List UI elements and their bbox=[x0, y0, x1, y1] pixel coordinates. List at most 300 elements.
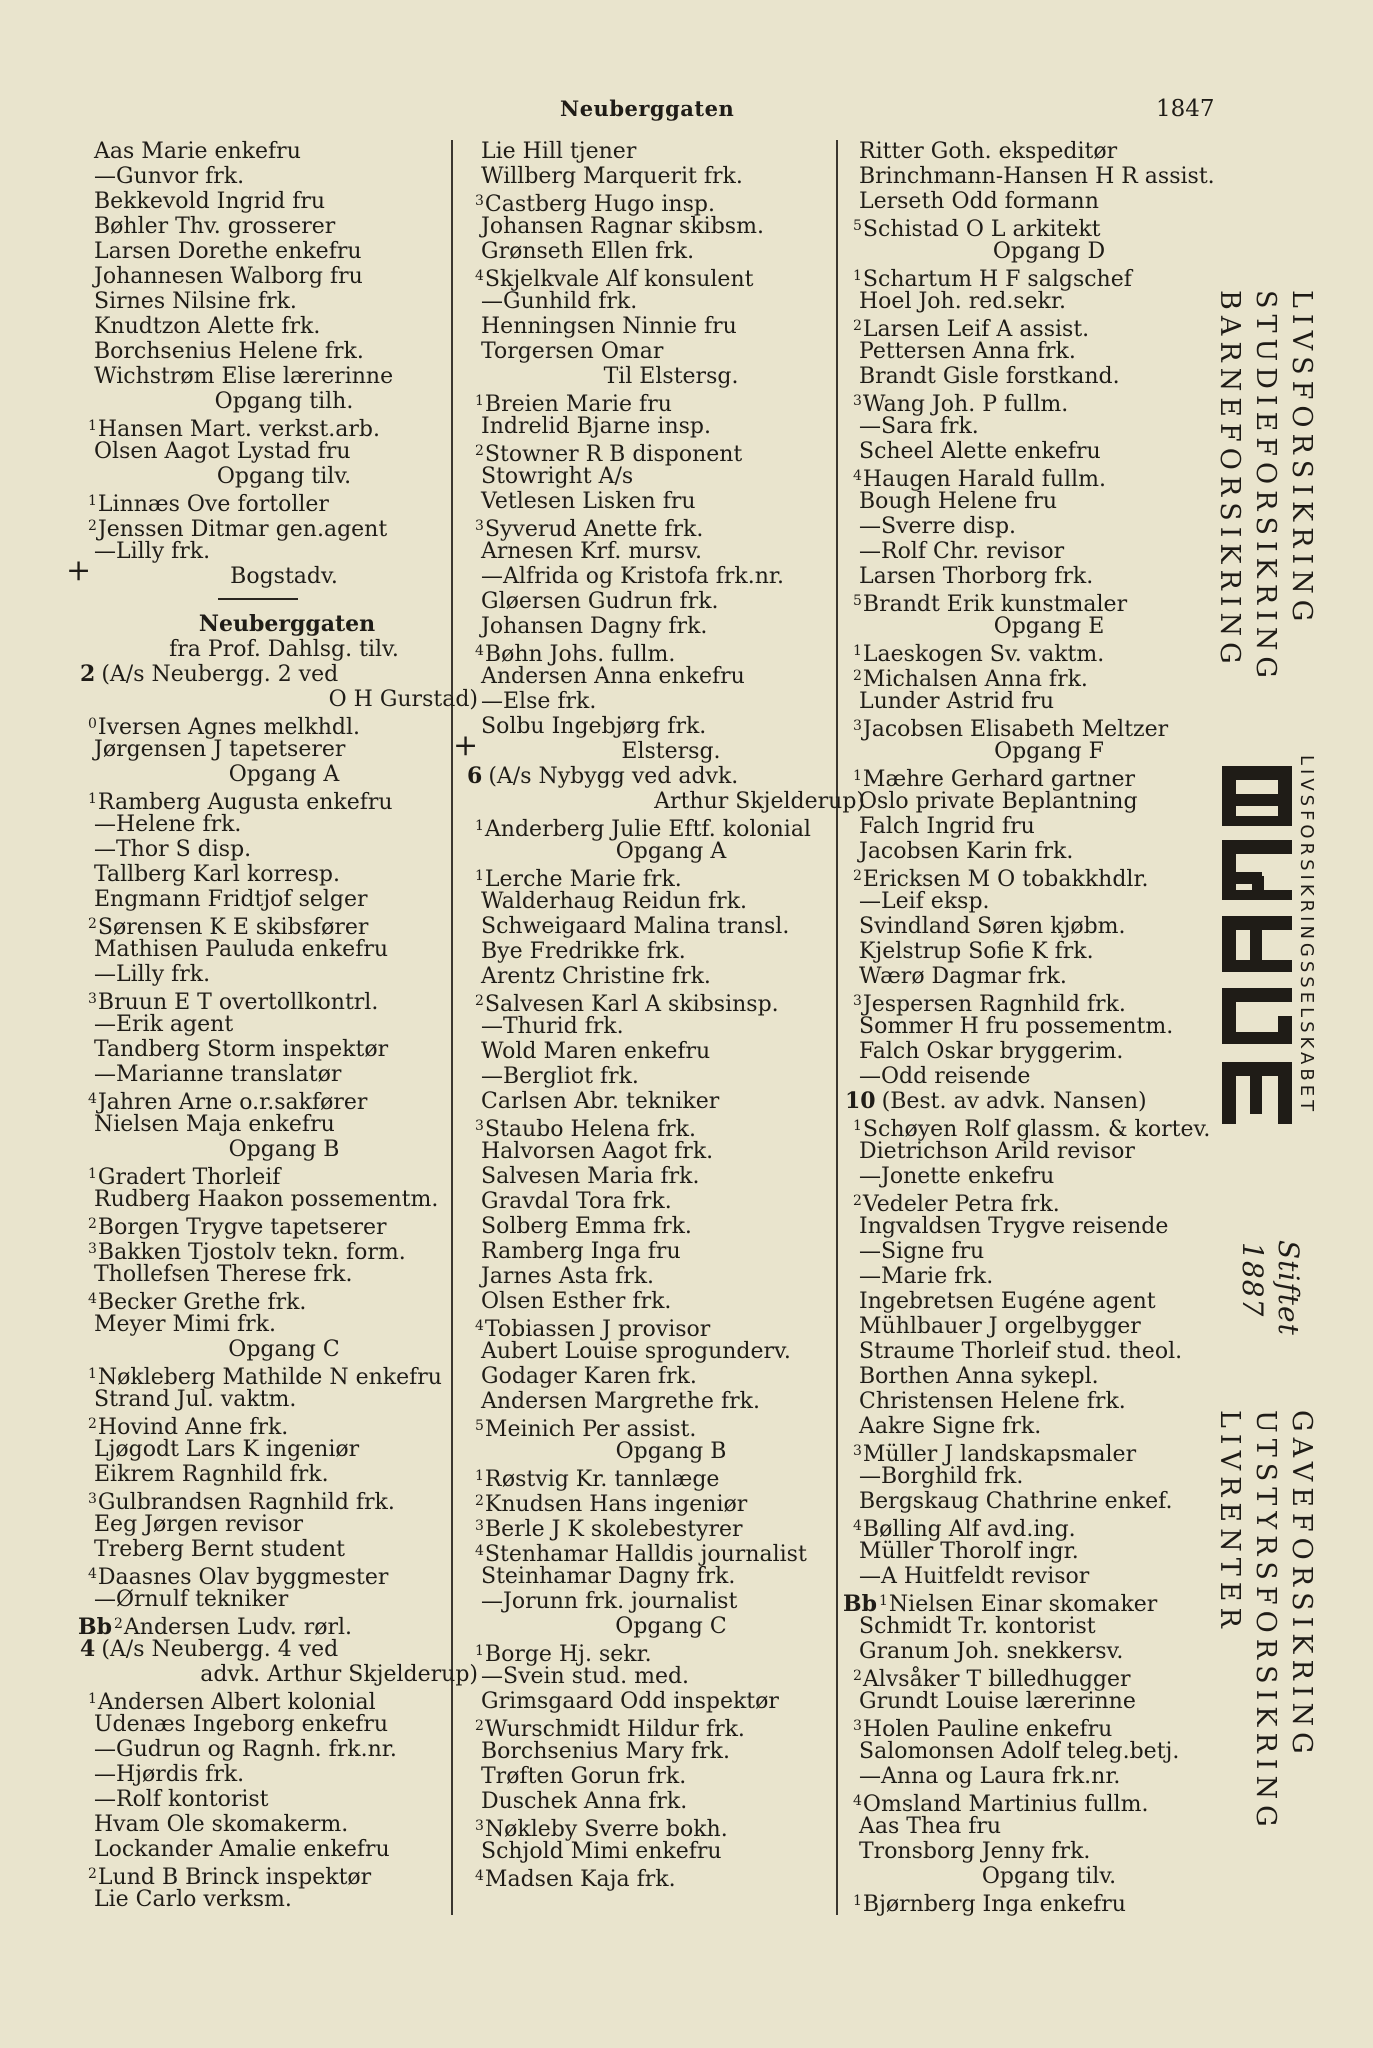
entry-text: Grundt Louise lærerinne bbox=[859, 1689, 1136, 1714]
entry-text: Lund B Brinck inspektør bbox=[97, 1865, 372, 1890]
listing-entry bbox=[465, 1339, 865, 1364]
floor-number: 4 bbox=[88, 1566, 97, 1582]
floor-number: 4 bbox=[475, 1543, 484, 1559]
listing-entry bbox=[843, 1789, 1243, 1817]
owner-line bbox=[78, 687, 478, 712]
entry-text: Scheel Alette enkefru bbox=[859, 439, 1101, 464]
floor-number: 1 bbox=[853, 643, 862, 659]
floor-number: 2 bbox=[475, 1493, 484, 1509]
listing-entry bbox=[843, 639, 1243, 667]
listing-entry bbox=[465, 1789, 865, 1814]
listing-entry bbox=[465, 1464, 865, 1492]
listing-entry bbox=[465, 239, 865, 264]
listing-entry bbox=[78, 887, 478, 912]
ad-line: LIVSFORSIKRING bbox=[1286, 290, 1317, 628]
floor-number: 4 bbox=[475, 268, 484, 284]
entry-text: Aubert Louise sprogunderv. bbox=[481, 1339, 791, 1364]
listing-entry bbox=[78, 1312, 478, 1337]
floor-number: 2 bbox=[88, 518, 97, 534]
floor-number: 4 bbox=[853, 1793, 862, 1809]
column-3 bbox=[843, 139, 1243, 1917]
listing-entry bbox=[843, 364, 1243, 389]
listing-entry bbox=[465, 714, 865, 739]
listing-entry bbox=[78, 1537, 478, 1562]
house-number: 10 bbox=[845, 1088, 876, 1114]
listing-entry bbox=[465, 314, 865, 339]
listing-entry bbox=[843, 889, 1243, 914]
listing-entry bbox=[78, 1887, 478, 1912]
entry-text: advk. Arthur Skjelderup) bbox=[200, 1662, 478, 1687]
entry-text: Borchsenius Mary frk. bbox=[481, 1739, 730, 1764]
listing-entry bbox=[465, 1089, 865, 1114]
floor-number: 2 bbox=[853, 668, 862, 684]
building-prefix: Bb bbox=[78, 1614, 112, 1640]
entry-text: Jenssen Ditmar gen.agent bbox=[97, 517, 388, 542]
listing-entry bbox=[843, 989, 1243, 1017]
listing-entry bbox=[843, 1514, 1243, 1542]
entry-text: fra Prof. Dahlsg. tilv. bbox=[169, 637, 399, 662]
entry-text: —Thurid frk. bbox=[481, 1014, 624, 1039]
listing-entry bbox=[465, 639, 865, 667]
listing-entry bbox=[78, 1562, 478, 1590]
entry-text: Falch Oskar bryggerim. bbox=[859, 1039, 1124, 1064]
floor-number: 1 bbox=[88, 418, 97, 434]
entry-text: —Odd reisende bbox=[859, 1064, 1031, 1089]
entry-text: —Jorunn frk. journalist bbox=[481, 1589, 738, 1614]
entry-text: Madsen Kaja frk. bbox=[484, 1867, 676, 1892]
entry-text: Larsen Dorethe enkefru bbox=[94, 239, 362, 264]
stair-heading bbox=[78, 389, 478, 414]
listing-entry bbox=[843, 1264, 1243, 1289]
entry-text: Schweigaard Malina transl. bbox=[481, 914, 790, 939]
listing-entry bbox=[465, 1414, 865, 1442]
listing-entry bbox=[843, 789, 1243, 814]
floor-number: 1 bbox=[475, 1643, 484, 1659]
listing-entry bbox=[843, 539, 1243, 564]
entry-text: Opgang B bbox=[228, 1137, 340, 1162]
listing-entry bbox=[78, 339, 478, 364]
listing-entry bbox=[465, 1514, 865, 1542]
entry-text: Johannesen Walborg fru bbox=[94, 264, 363, 289]
entry-text: Hvam Ole skomakerm. bbox=[94, 1812, 349, 1837]
entry-text: Sommer H fru possementm. bbox=[859, 1014, 1174, 1039]
entry-text: Bjørnberg Inga enkefru bbox=[862, 1892, 1126, 1917]
listing-entry bbox=[843, 1114, 1243, 1142]
listing-entry bbox=[78, 1862, 478, 1890]
floor-number: 1 bbox=[475, 818, 484, 834]
entry-text: Torgersen Omar bbox=[481, 339, 664, 364]
floor-number: 3 bbox=[88, 1241, 97, 1257]
entry-text: Larsen Thorborg frk. bbox=[859, 564, 1094, 589]
entry-text: Engmann Fridtjof selger bbox=[94, 887, 368, 912]
entry-text: Kjelstrup Sofie K frk. bbox=[859, 939, 1094, 964]
stair-heading bbox=[78, 1137, 478, 1162]
entry-text: Sørensen K E skibsfører bbox=[97, 915, 369, 940]
floor-number: 1 bbox=[88, 1691, 97, 1707]
listing-entry bbox=[465, 1014, 865, 1039]
listing-entry bbox=[843, 514, 1243, 539]
listing-entry bbox=[465, 1739, 865, 1764]
listing-entry bbox=[465, 1164, 865, 1189]
entry-text: Duschek Anna frk. bbox=[481, 1789, 688, 1814]
floor-number: 2 bbox=[853, 1668, 862, 1684]
entry-text: Bekkevold Ingrid fru bbox=[94, 189, 326, 214]
listing-entry bbox=[78, 1062, 478, 1087]
entry-text: Berle J K skolebestyrer bbox=[484, 1517, 743, 1542]
listing-entry bbox=[465, 1839, 865, 1864]
stair-heading bbox=[843, 239, 1243, 264]
entry-text: Schjold Mimi enkefru bbox=[481, 1839, 722, 1864]
entry-text: Indrelid Bjarne insp. bbox=[481, 414, 712, 439]
cross-street bbox=[66, 553, 478, 589]
listing-entry bbox=[843, 1189, 1243, 1217]
entry-text: Andersen Anna enkefru bbox=[481, 664, 745, 689]
floor-number: 5 bbox=[853, 218, 862, 234]
listing-entry bbox=[843, 489, 1243, 514]
entry-text: Knudtzon Alette frk. bbox=[94, 314, 321, 339]
floor-number: 1 bbox=[853, 1118, 862, 1134]
listing-entry bbox=[465, 1589, 865, 1614]
entry-text: Linnæs Ove fortoller bbox=[97, 492, 329, 517]
entry-text: Ingebretsen Eugéne agent bbox=[859, 1289, 1156, 1314]
listing-entry bbox=[78, 239, 478, 264]
entry-text: Christensen Helene frk. bbox=[859, 1389, 1126, 1414]
floor-number: 3 bbox=[88, 1491, 97, 1507]
house-number-line bbox=[78, 1637, 478, 1662]
entry-text: Borchsenius Helene frk. bbox=[94, 339, 364, 364]
entry-text: Oslo private Beplantning bbox=[859, 789, 1138, 814]
entry-text: Ramberg Inga fru bbox=[481, 1239, 681, 1264]
entry-text: Elstersg. bbox=[621, 739, 721, 764]
entry-text: —A Huitfeldt revisor bbox=[859, 1564, 1090, 1589]
listing-entry bbox=[843, 1564, 1243, 1589]
listing-entry bbox=[465, 564, 865, 589]
listing-entry bbox=[78, 1162, 478, 1190]
listing-entry bbox=[843, 389, 1243, 417]
entry-text: Daasnes Olav byggmester bbox=[97, 1565, 389, 1590]
listing-entry bbox=[465, 1714, 865, 1742]
house-number: 2 bbox=[80, 661, 96, 687]
listing-entry bbox=[843, 1064, 1243, 1089]
entry-text: Hoel Joh. red.sekr. bbox=[859, 289, 1067, 314]
entry-text: Aas Marie enkefru bbox=[94, 139, 301, 164]
entry-text: Svindland Søren kjøbm. bbox=[859, 914, 1126, 939]
listing-entry bbox=[465, 514, 865, 542]
listing-entry bbox=[843, 689, 1243, 714]
entry-text: Steinhamar Dagny frk. bbox=[481, 1564, 736, 1589]
listing-entry bbox=[843, 1039, 1243, 1064]
listing-entry bbox=[465, 1039, 865, 1064]
listing-entry bbox=[78, 812, 478, 837]
entry-text: Knudsen Hans ingeniør bbox=[484, 1492, 748, 1517]
listing-entry bbox=[78, 1462, 478, 1487]
house-number-line bbox=[843, 1089, 1243, 1114]
listing-entry bbox=[465, 614, 865, 639]
listing-entry bbox=[78, 414, 478, 442]
entry-text: Solbu Ingebjørg frk. bbox=[481, 714, 707, 739]
ad-line: BARNEFORSIKRING bbox=[1214, 290, 1245, 670]
entry-text: Nielsen Maja enkefru bbox=[94, 1112, 335, 1137]
listing-entry bbox=[465, 939, 865, 964]
listing-entry bbox=[843, 1539, 1243, 1564]
entry-text: Stowner R B disponent bbox=[484, 442, 743, 467]
building-prefix: Bb bbox=[843, 1591, 877, 1617]
entry-text: —Svein stud. med. bbox=[481, 1664, 690, 1689]
entry-text: Bogstadv. bbox=[230, 564, 338, 589]
listing-entry bbox=[843, 1164, 1243, 1189]
entry-text: (Best. av advk. Nansen) bbox=[881, 1089, 1147, 1114]
listing-entry bbox=[843, 1639, 1243, 1664]
listing-entry bbox=[843, 214, 1243, 242]
listing-entry bbox=[78, 862, 478, 887]
listing-entry bbox=[843, 1339, 1243, 1364]
entry-text: Dietrichson Arild revisor bbox=[859, 1139, 1135, 1164]
entry-text: —Signe fru bbox=[859, 1239, 985, 1264]
entry-text: —Lilly frk. bbox=[94, 962, 211, 987]
ad-line: STUDIEFORSIKRING bbox=[1250, 290, 1281, 685]
entry-text: —Jonette enkefru bbox=[859, 1164, 1055, 1189]
floor-number: 2 bbox=[475, 1718, 484, 1734]
floor-number: 4 bbox=[475, 1868, 484, 1884]
listing-entry bbox=[843, 1814, 1243, 1839]
entry-text: Bye Fredrikke frk. bbox=[481, 939, 686, 964]
floor-number: 2 bbox=[88, 1216, 97, 1232]
running-head: Neuberggaten bbox=[560, 96, 735, 121]
entry-text: Schmidt Tr. kontorist bbox=[859, 1614, 1096, 1639]
cross-street-icon: + bbox=[66, 553, 92, 588]
listing-entry bbox=[843, 1314, 1243, 1339]
entry-text: Strand Jul. vaktm. bbox=[94, 1387, 297, 1412]
entry-text: Iversen Agnes melkhdl. bbox=[97, 715, 361, 740]
entry-text: Schistad O L arkitekt bbox=[862, 217, 1101, 242]
floor-number: 3 bbox=[475, 1518, 484, 1534]
entry-text: —Rolf Chr. revisor bbox=[859, 539, 1065, 564]
listing-entry bbox=[78, 737, 478, 762]
entry-text: Becker Grethe frk. bbox=[97, 1290, 307, 1315]
entry-text: Breien Marie fru bbox=[484, 392, 672, 417]
entry-text: Jarnes Asta frk. bbox=[481, 1264, 655, 1289]
listing-entry bbox=[78, 1262, 478, 1287]
listing-entry bbox=[465, 414, 865, 439]
stair-heading bbox=[78, 464, 478, 489]
floor-number: 1 bbox=[88, 1166, 97, 1182]
entry-text: Arthur Skjelderup) bbox=[654, 789, 865, 814]
listing-entry bbox=[78, 1212, 478, 1240]
listing-entry bbox=[78, 1512, 478, 1537]
entry-text: Andersen Albert kolonial bbox=[97, 1690, 376, 1715]
entry-text: Brandt Erik kunstmaler bbox=[862, 592, 1128, 617]
listing-entry bbox=[843, 1589, 1243, 1617]
listing-entry bbox=[78, 439, 478, 464]
entry-text: Brandt Gisle forstkand. bbox=[859, 364, 1120, 389]
listing-entry bbox=[78, 514, 478, 542]
stair-heading bbox=[465, 839, 865, 864]
listing-entry bbox=[843, 939, 1243, 964]
entry-text: Salvesen Karl A skibsinsp. bbox=[484, 992, 779, 1017]
entry-text: Meyer Mimi frk. bbox=[94, 1312, 276, 1337]
floor-number: 2 bbox=[853, 868, 862, 884]
listing-entry bbox=[843, 1389, 1243, 1414]
entry-text: Stenhamar Halldis journalist bbox=[484, 1542, 807, 1567]
cross-street-icon: + bbox=[453, 728, 479, 763]
entry-text: Grønseth Ellen frk. bbox=[481, 239, 695, 264]
listing-entry bbox=[465, 689, 865, 714]
entry-text: Aakre Signe frk. bbox=[859, 1414, 1042, 1439]
stair-heading bbox=[465, 1439, 865, 1464]
listing-entry bbox=[843, 814, 1243, 839]
stair-heading bbox=[78, 762, 478, 787]
ad-line: GAVEFORSIKRING bbox=[1286, 1410, 1317, 1760]
floor-number: 4 bbox=[853, 468, 862, 484]
entry-text: Eeg Jørgen revisor bbox=[94, 1512, 304, 1537]
listing-entry bbox=[465, 289, 865, 314]
entry-text: Castberg Hugo insp. bbox=[484, 192, 715, 217]
house-number-line bbox=[465, 764, 865, 789]
listing-entry bbox=[843, 1414, 1243, 1439]
entry-text: —Bergliot frk. bbox=[481, 1064, 639, 1089]
listing-entry bbox=[843, 164, 1243, 189]
listing-entry bbox=[843, 1614, 1243, 1639]
listing-entry bbox=[843, 964, 1243, 989]
entry-text: Gravdal Tora frk. bbox=[481, 1189, 672, 1214]
entry-text: Treberg Bernt student bbox=[94, 1537, 346, 1562]
entry-text: —Anna og Laura frk.nr. bbox=[859, 1764, 1121, 1789]
entry-text: Mathisen Pauluda enkefru bbox=[94, 937, 389, 962]
listing-entry bbox=[78, 1687, 478, 1715]
floor-number: 3 bbox=[853, 718, 862, 734]
entry-text: Bergskaug Chathrine enkef. bbox=[859, 1489, 1173, 1514]
listing-entry bbox=[843, 1689, 1243, 1714]
entry-text: Müller J landskapsmaler bbox=[862, 1442, 1137, 1467]
floor-number: 1 bbox=[88, 493, 97, 509]
entry-text: Gradert Thorleif bbox=[97, 1165, 281, 1190]
entry-text: Arentz Christine frk. bbox=[481, 964, 711, 989]
listing-entry bbox=[78, 139, 478, 164]
entry-text: Gløersen Gudrun frk. bbox=[481, 589, 719, 614]
listing-entry bbox=[465, 1114, 865, 1142]
entry-text: Larsen Leif A assist. bbox=[862, 317, 1090, 342]
listing-entry bbox=[465, 814, 865, 842]
column-2 bbox=[453, 139, 865, 1892]
listing-entry bbox=[78, 1112, 478, 1137]
house-number-line bbox=[78, 662, 478, 687]
listing-entry bbox=[465, 989, 865, 1017]
entry-text: Schartum H F salgschef bbox=[862, 267, 1132, 292]
entry-text: Hansen Mart. verkst.arb. bbox=[97, 417, 380, 442]
entry-text: Wang Joh. P fullm. bbox=[862, 392, 1069, 417]
listing-entry bbox=[843, 139, 1243, 164]
listing-entry bbox=[465, 164, 865, 189]
listing-entry bbox=[465, 1814, 865, 1842]
entry-text: —Else frk. bbox=[481, 689, 597, 714]
entry-text: Bøhn Johs. fullm. bbox=[484, 642, 676, 667]
listing-entry bbox=[78, 314, 478, 339]
entry-text: —Helene frk. bbox=[94, 812, 242, 837]
entry-text: —Gudrun og Ragnh. frk.nr. bbox=[94, 1737, 397, 1762]
entry-text: Ljøgodt Lars K ingeniør bbox=[94, 1437, 360, 1462]
floor-number: 2 bbox=[853, 318, 862, 334]
entry-text: Syverud Anette frk. bbox=[484, 517, 704, 542]
entry-text: Salvesen Maria frk. bbox=[481, 1164, 700, 1189]
listing-entry bbox=[78, 289, 478, 314]
listing-entry bbox=[843, 464, 1243, 492]
entry-text: Opgang E bbox=[993, 614, 1105, 639]
entry-text: Holen Pauline enkefru bbox=[862, 1717, 1113, 1742]
stair-heading bbox=[843, 1864, 1243, 1889]
entry-text: Straume Thorleif stud. theol. bbox=[859, 1339, 1183, 1364]
listing-entry bbox=[465, 389, 865, 417]
listing-entry bbox=[78, 912, 478, 940]
listing-entry bbox=[843, 914, 1243, 939]
entry-text: Lie Hill tjener bbox=[481, 139, 637, 164]
entry-text: Tandberg Storm inspektør bbox=[94, 1037, 389, 1062]
entry-text: Eikrem Ragnhild frk. bbox=[94, 1462, 329, 1487]
floor-number: 1 bbox=[853, 268, 862, 284]
entry-text: Solberg Emma frk. bbox=[481, 1214, 692, 1239]
listing-entry bbox=[843, 664, 1243, 692]
listing-entry bbox=[465, 889, 865, 914]
floor-number: 2 bbox=[475, 443, 484, 459]
floor-number: 2 bbox=[88, 1416, 97, 1432]
stair-heading bbox=[843, 739, 1243, 764]
floor-number: 2 bbox=[475, 993, 484, 1009]
entry-text: Salomonsen Adolf teleg.betj. bbox=[859, 1739, 1180, 1764]
entry-text: Wichstrøm Elise lærerinne bbox=[94, 364, 394, 389]
floor-number: 2 bbox=[853, 1193, 862, 1209]
ad-logo-subtitle: LIVSFORSIKRINGSSELSKABET bbox=[1296, 755, 1317, 1116]
listing-entry bbox=[465, 139, 865, 164]
entry-text: Røstvig Kr. tannlæge bbox=[484, 1467, 720, 1492]
entry-text: Opgang tilh. bbox=[214, 389, 354, 414]
entry-text: Staubo Helena frk. bbox=[484, 1117, 696, 1142]
listing-entry bbox=[465, 864, 865, 892]
entry-text: Opgang B bbox=[615, 1439, 727, 1464]
listing-entry bbox=[78, 364, 478, 389]
listing-entry bbox=[78, 937, 478, 962]
floor-number: 2 bbox=[88, 916, 97, 932]
listing-entry bbox=[78, 1587, 478, 1612]
listing-entry bbox=[78, 214, 478, 239]
floor-number: 3 bbox=[853, 993, 862, 1009]
house-number: 6 bbox=[467, 763, 483, 789]
entry-text: Lerseth Odd formann bbox=[859, 189, 1099, 214]
listing-entry bbox=[465, 189, 865, 217]
listing-entry bbox=[843, 764, 1243, 792]
entry-text: Wurschmidt Hildur frk. bbox=[484, 1717, 745, 1742]
listing-entry bbox=[465, 1264, 865, 1289]
listing-entry bbox=[465, 1639, 865, 1667]
listing-entry bbox=[843, 1214, 1243, 1239]
listing-entry bbox=[465, 1864, 865, 1892]
listing-entry bbox=[465, 1189, 865, 1214]
entry-text: —Sara frk. bbox=[859, 414, 979, 439]
listing-entry bbox=[843, 1889, 1243, 1917]
entry-text: Schøyen Rolf glassm. & kortev. bbox=[862, 1117, 1211, 1142]
listing-entry bbox=[465, 914, 865, 939]
listing-entry bbox=[465, 1564, 865, 1589]
entry-text: Til Elstersg. bbox=[603, 364, 739, 389]
entry-text: Bøhler Thv. grosserer bbox=[94, 214, 336, 239]
listing-entry bbox=[465, 589, 865, 614]
listing-entry bbox=[78, 1362, 478, 1390]
listing-entry bbox=[78, 787, 478, 815]
listing-entry bbox=[78, 837, 478, 862]
owner-line bbox=[78, 1662, 478, 1687]
entry-text: Anderberg Julie Eftf. kolonial bbox=[484, 817, 811, 842]
listing-entry bbox=[78, 1187, 478, 1212]
floor-number: 4 bbox=[853, 1518, 862, 1534]
floor-number: 3 bbox=[853, 1443, 862, 1459]
